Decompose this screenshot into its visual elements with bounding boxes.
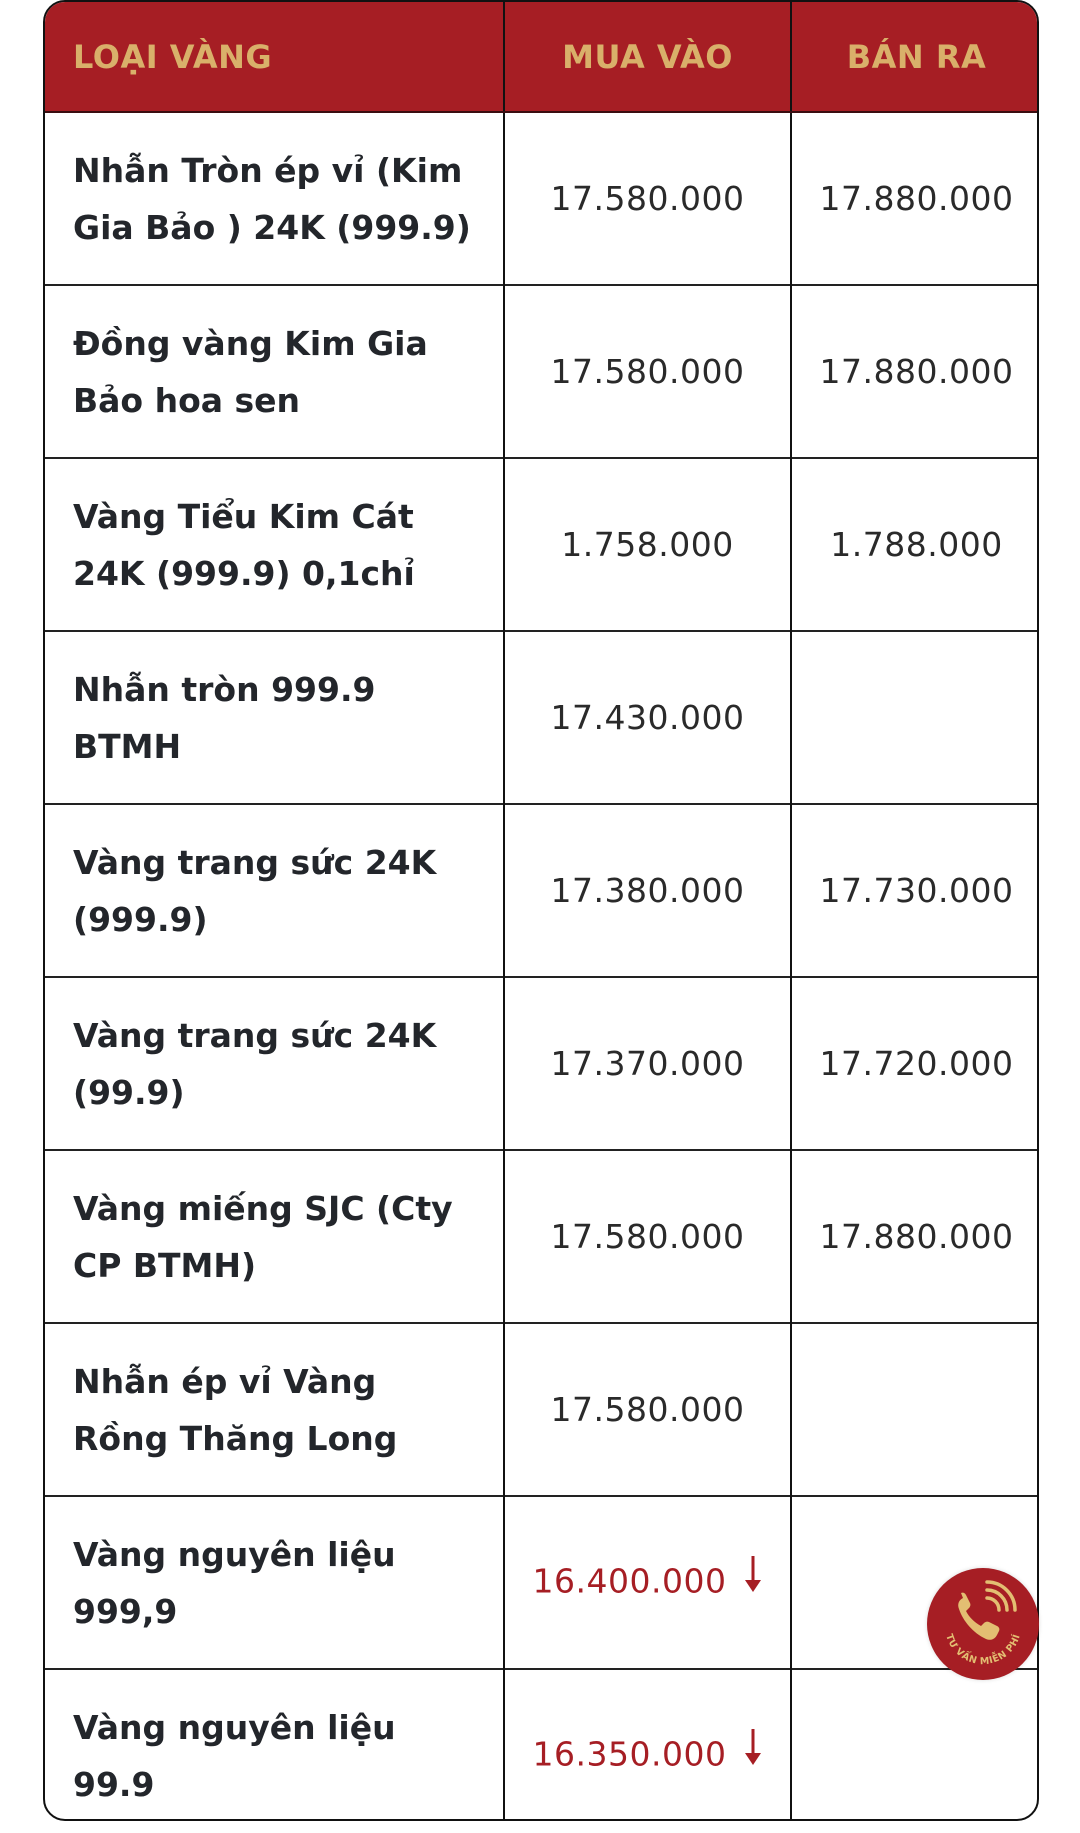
buy-price: 17.370.000: [504, 977, 791, 1150]
sell-price: 17.730.000: [791, 804, 1039, 977]
buy-price: 17.580.000: [504, 1323, 791, 1496]
buy-price: 17.430.000: [504, 631, 791, 804]
gold-type-name: Vàng nguyên liệu 99.9: [45, 1669, 504, 1821]
free-consultation-call-button[interactable]: [927, 1568, 1039, 1680]
buy-price: 17.380.000: [504, 804, 791, 977]
table-row: [45, 977, 1039, 1150]
gold-type-name: Đồng vàng Kim Gia Bảo hoa sen: [45, 285, 504, 458]
table-row: [45, 1323, 1039, 1496]
table-row: [45, 1669, 1039, 1821]
sell-price: 17.880.000: [791, 285, 1039, 458]
buy-price-value: 16.350.000: [532, 1734, 727, 1773]
table-row: [45, 1496, 1039, 1669]
table-row: [45, 458, 1039, 631]
table-row: [45, 631, 1039, 804]
gold-type-name: Vàng nguyên liệu 999,9: [45, 1496, 504, 1669]
sell-price: 17.880.000: [791, 112, 1039, 285]
gold-type-name: Nhẫn ép vỉ Vàng Rồng Thăng Long: [45, 1323, 504, 1496]
call-button-label: TƯ VẤN MIỄN PHÍ: [943, 1632, 1023, 1668]
gold-type-name: Vàng trang sức 24K (99.9): [45, 977, 504, 1150]
table-row: [45, 285, 1039, 458]
gold-price-table: [43, 0, 1039, 1821]
gold-type-name: Vàng miếng SJC (Cty CP BTMH): [45, 1150, 504, 1323]
arrow-down-icon: [744, 1729, 762, 1775]
buy-price: [504, 1669, 791, 1821]
buy-price: 17.580.000: [504, 285, 791, 458]
arrow-down-icon: [744, 1556, 762, 1602]
gold-type-name: Vàng trang sức 24K (999.9): [45, 804, 504, 977]
gold-type-name: Nhẫn Tròn ép vỉ (Kim Gia Bảo ) 24K (999.9): [73, 150, 471, 247]
svg-text:TƯ VẤN MIỄN PHÍ: [943, 1633, 1023, 1668]
header-gold-type: LOẠI VÀNG: [45, 2, 504, 112]
table-header-row: [45, 2, 1039, 112]
phone-icon: [927, 1568, 1039, 1680]
buy-price: [504, 1496, 791, 1669]
gold-type-name: Vàng Tiểu Kim Cát 24K (999.9) 0,1chỉ: [45, 458, 504, 631]
sell-price: [791, 631, 1039, 804]
buy-price: 17.580.000: [504, 1150, 791, 1323]
table-row: [45, 1150, 1039, 1323]
gold-type-name: Nhẫn tròn 999.9 BTMH: [45, 631, 504, 804]
sell-price: 1.788.000: [791, 458, 1039, 631]
buy-price-value: 16.400.000: [532, 1561, 727, 1600]
table-row: [45, 804, 1039, 977]
sell-price: [791, 1669, 1039, 1821]
header-buy: MUA VÀO: [504, 2, 791, 112]
buy-price: 1.758.000: [504, 458, 791, 631]
table-row: [45, 112, 1039, 285]
buy-price: 17.580.000: [504, 112, 791, 285]
sell-price: 17.880.000: [791, 1150, 1039, 1323]
sell-price: [791, 1323, 1039, 1496]
header-sell: BÁN RA: [791, 2, 1039, 112]
sell-price: 17.720.000: [791, 977, 1039, 1150]
